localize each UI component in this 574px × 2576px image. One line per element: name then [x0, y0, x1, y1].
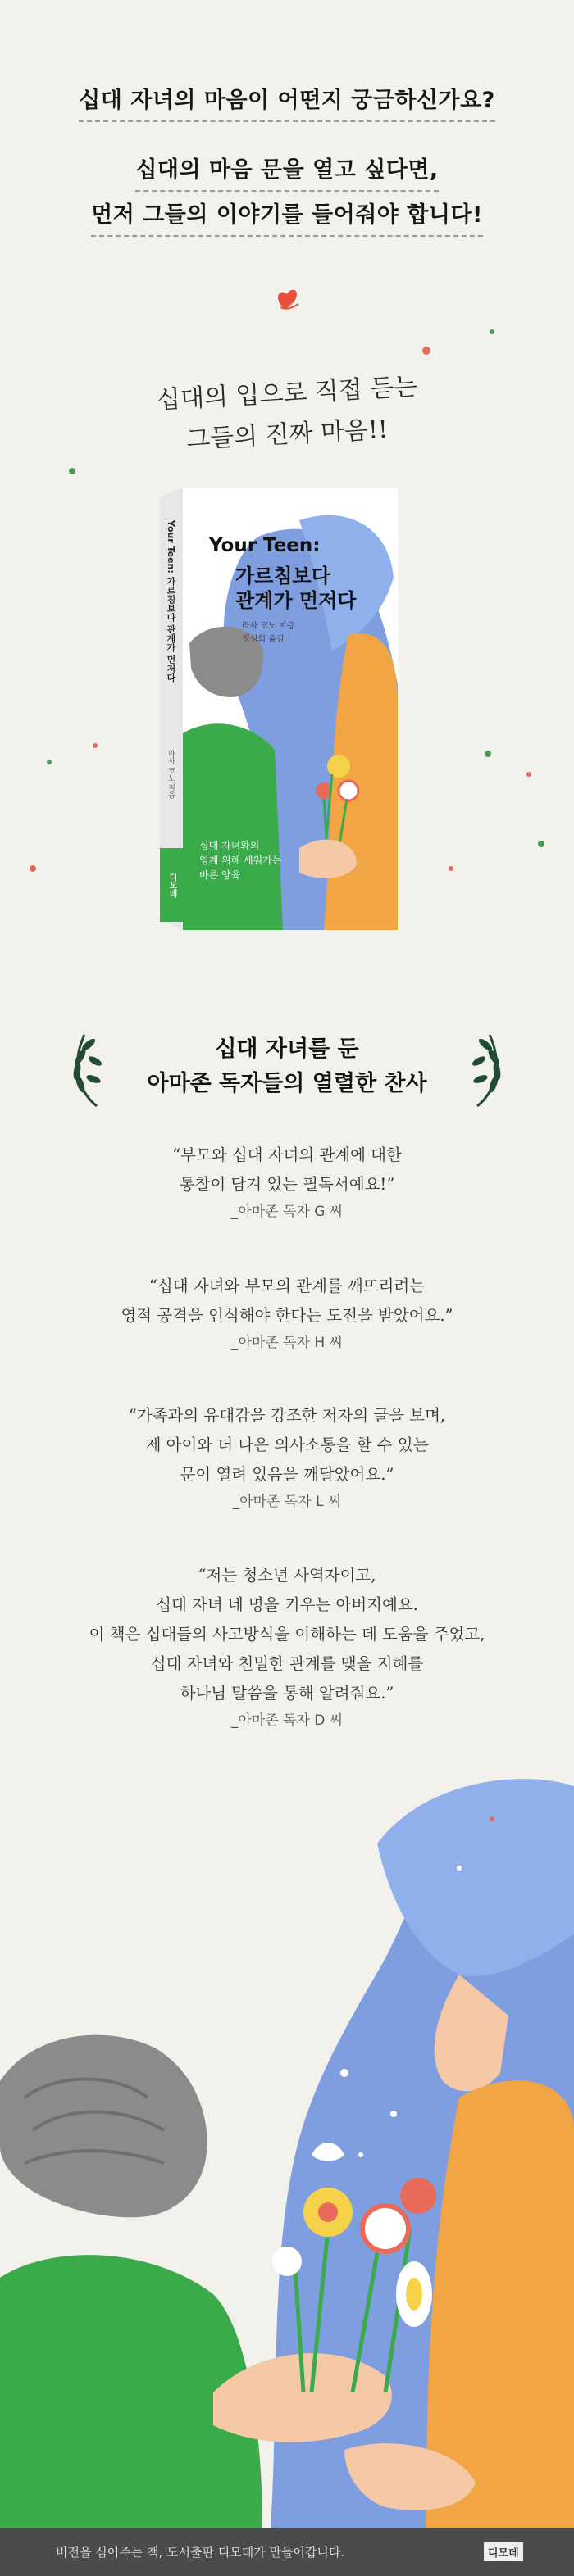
book-spine-author: 라사 코노 지음	[166, 750, 175, 799]
footer-text: 비전을 심어주는 책, 도서출판 디모데가 만들어갑니다.	[56, 2545, 345, 2560]
quote-4-reader: _아마존 독자 D 씨	[230, 1712, 344, 1729]
footer	[0, 2528, 574, 2576]
book-title-en: Your Teen:	[209, 535, 321, 556]
quote-2: “십대 자녀와 부모의 관계를 깨뜨리려는 영적 공격을 인식해야 한다는 도전을 받았어요.” _아마존 독자 H 씨	[33, 1272, 541, 1355]
book-title-ko-1: 가르침보다	[235, 565, 330, 587]
mother-child-illustration	[0, 1770, 574, 2528]
book-cover	[160, 488, 398, 930]
publisher-logo: 디모데	[484, 2542, 523, 2561]
praise-title-1: 십대 자녀를 둔	[215, 1036, 359, 1062]
book-title-ko-2: 관계가 먼저다	[235, 589, 357, 612]
intro-line-3: 먼저 그들의 이야기를 들어줘야 합니다!	[0, 197, 574, 237]
book-spine-title: Your Teen: 가르침보다 관계가 먼저다	[166, 520, 176, 683]
book-subtitle-2: 영계 위해 세워가는	[199, 855, 282, 866]
praise-title-2: 아마존 독자들의 열렬한 찬사	[147, 1071, 427, 1096]
quote-3-reader: _아마존 독자 L 씨	[232, 1494, 342, 1510]
book-subtitle-3: 바른 양육	[199, 869, 241, 881]
handwritten-line-1: 십대의 입으로 직접 듣는	[156, 372, 419, 415]
handwritten-line-2: 그들의 진짜 마음!!	[185, 415, 389, 455]
book-author: 라사 코노 지음	[242, 622, 295, 631]
intro-question: 십대 자녀의 마음이 어떤지 궁금하신가요?	[0, 82, 574, 122]
quote-1: “부모와 십대 자녀의 관계에 대한 통찰이 담겨 있는 필독서예요!” _아마존 독자 G 씨	[33, 1141, 541, 1224]
intro-line-2: 십대의 마음 문을 열고 싶다면,	[0, 152, 574, 192]
quote-2-reader: _아마존 독자 H 씨	[230, 1335, 344, 1351]
quote-1-reader: _아마존 독자 G 씨	[230, 1204, 344, 1220]
book-spine-publisher: 디모데	[167, 873, 176, 897]
quote-3: “가족과의 유대감을 강조한 저자의 글을 보며, 제 아이와 더 나은 의사소통을 할 수 있는 문이 열려 있음을 깨달았어요.” _아마존 독자 L 씨	[33, 1401, 541, 1514]
book-subtitle-1: 십대 자녀와의	[199, 840, 260, 851]
heart-icon	[272, 283, 305, 315]
quote-4: “저는 청소년 사역자이고, 십대 자녀 네 명을 키우는 아버지예요. 이 책은 십대들의 사고방식을 이해하는 데 도움을 주었고, 십대 자녀와 친밀한 관계를 맺을 지혜를 하나님 말씀을 통해 알려줘요.” _아마존 독자 D 씨	[33, 1561, 541, 1733]
book-translator: 정성희 옮김	[242, 635, 285, 644]
